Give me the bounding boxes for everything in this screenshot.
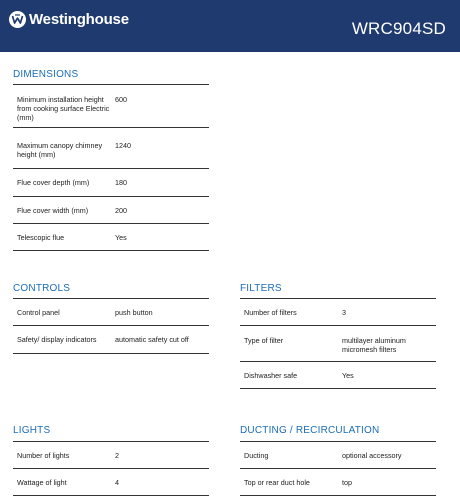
row-value: optional accessory [342, 451, 402, 460]
table-row [13, 469, 209, 496]
row-value: 4 [115, 478, 119, 487]
row-label: Ducting [244, 451, 269, 460]
row-label: Top or rear duct hole [244, 478, 310, 487]
row-label: Flue cover depth (mm) [17, 178, 90, 187]
section-title-lights: LIGHTS [13, 425, 51, 436]
section-title-filters: FILTERS [240, 283, 282, 294]
row-value: top [342, 478, 352, 487]
dimensions-table [13, 84, 209, 251]
row-label: Maximum canopy chimney height (mm) [17, 141, 103, 159]
table-row [13, 299, 209, 326]
row-value: Yes [115, 233, 127, 242]
row-value: 180 [115, 178, 127, 187]
row-label: Control panel [17, 308, 60, 317]
controls-table [13, 298, 209, 354]
section-title-controls: CONTROLS [13, 283, 71, 294]
table-row [240, 442, 436, 469]
row-label: Safety/ display indicators [17, 335, 97, 344]
table-row [13, 224, 209, 251]
row-value: push button [115, 308, 153, 317]
header-bar [0, 0, 460, 52]
row-label: Flue cover width (mm) [17, 206, 89, 215]
row-value: Yes [342, 371, 354, 380]
row-label: Wattage of light [17, 478, 67, 487]
ducting-table [240, 441, 436, 496]
table-row [240, 326, 436, 362]
section-title-dimensions: DIMENSIONS [13, 69, 79, 80]
row-value: 200 [115, 206, 127, 215]
row-label: Type of filter [244, 336, 284, 345]
row-label: Telescopic flue [17, 233, 65, 242]
brand [9, 10, 129, 28]
table-row [13, 85, 209, 128]
row-label: Number of lights [17, 451, 70, 460]
row-value: 2 [115, 451, 119, 460]
table-row [13, 326, 209, 354]
table-row [13, 197, 209, 224]
table-row [240, 469, 436, 496]
filters-table [240, 298, 436, 389]
row-value: 3 [342, 308, 346, 317]
model-number: WRC904SD [351, 19, 446, 38]
table-row [240, 362, 436, 389]
table-row [13, 442, 209, 469]
row-value: 600 [115, 95, 127, 104]
westinghouse-logo-icon [9, 11, 26, 28]
section-title-ducting: DUCTING / RECIRCULATION [240, 425, 380, 436]
brand-name: Westinghouse [29, 10, 129, 28]
row-value: 1240 [115, 141, 131, 150]
row-value: automatic safety cut off [115, 335, 189, 344]
table-row [240, 299, 436, 326]
table-row [13, 128, 209, 169]
table-row [13, 169, 209, 197]
row-label: Minimum installation height from cooking surface Electric (mm) [17, 95, 110, 122]
row-value: multilayer aluminum micromesh filters [342, 336, 406, 354]
row-label: Number of filters [244, 308, 297, 317]
row-label: Dishwasher safe [244, 371, 298, 380]
lights-table [13, 441, 209, 496]
